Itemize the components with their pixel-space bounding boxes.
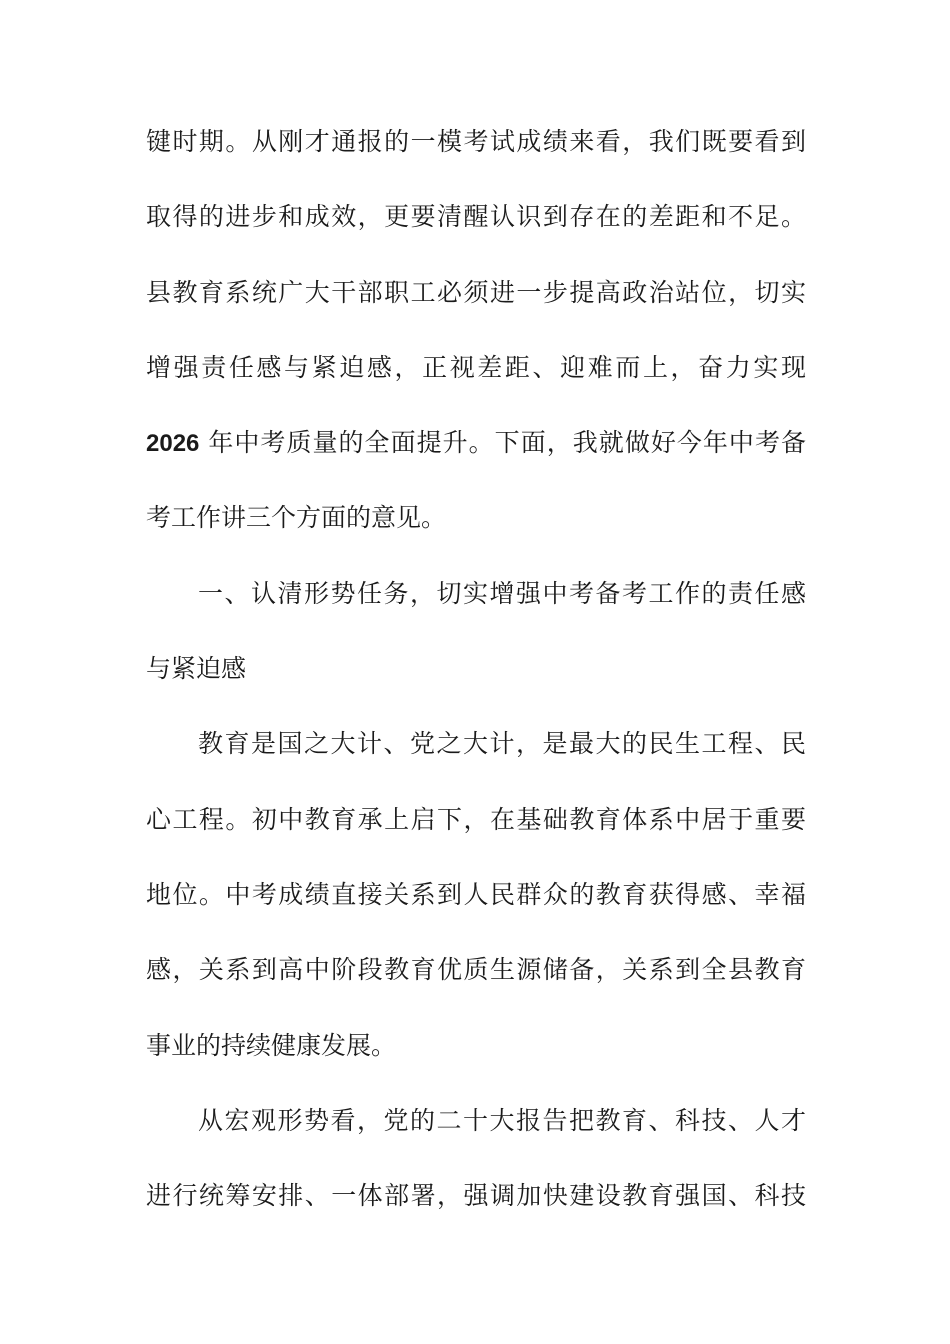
paragraph-line: 增强责任感与紧迫感，正视差距、迎难而上，奋力实现 — [146, 352, 806, 382]
document-body — [146, 120, 806, 1249]
year-number: 2026 — [146, 430, 200, 458]
paragraph-line: 事业的持续健康发展。 — [146, 1030, 397, 1060]
paragraph-line: 感，关系到高中阶段教育优质生源储备，关系到全县教育 — [146, 955, 806, 985]
paragraph-line: 县教育系统广大干部职工必须进一步提高政治站位，切实 — [146, 277, 806, 307]
section-heading-line: 一、认清形势任务，切实增强中考备考工作的责任感 — [198, 578, 806, 608]
paragraph-line: 心工程。初中教育承上启下，在基础教育体系中居于重要 — [146, 804, 806, 834]
section-heading-line: 与紧迫感 — [146, 654, 247, 684]
paragraph-line: 进行统筹安排、一体部署，强调加快建设教育强国、科技 — [146, 1181, 806, 1211]
paragraph-line: 考工作讲三个方面的意见。 — [146, 503, 447, 533]
paragraph-line: 教育是国之大计、党之大计，是最大的民生工程、民 — [198, 729, 806, 759]
paragraph-line — [146, 421, 806, 496]
paragraph-line: 地位。中考成绩直接关系到人民群众的教育获得感、幸福 — [146, 879, 806, 909]
paragraph-line: 键时期。从刚才通报的一模考试成绩来看，我们既要看到 — [146, 127, 806, 156]
paragraph-line: 取得的进步和成效，更要清醒认识到存在的差距和不足。 — [146, 202, 806, 232]
paragraph-line: 从宏观形势看，党的二十大报告把教育、科技、人才 — [198, 1105, 806, 1135]
paragraph-line-text: 年中考质量的全面提升。下面，我就做好今年中考备 — [208, 428, 806, 458]
